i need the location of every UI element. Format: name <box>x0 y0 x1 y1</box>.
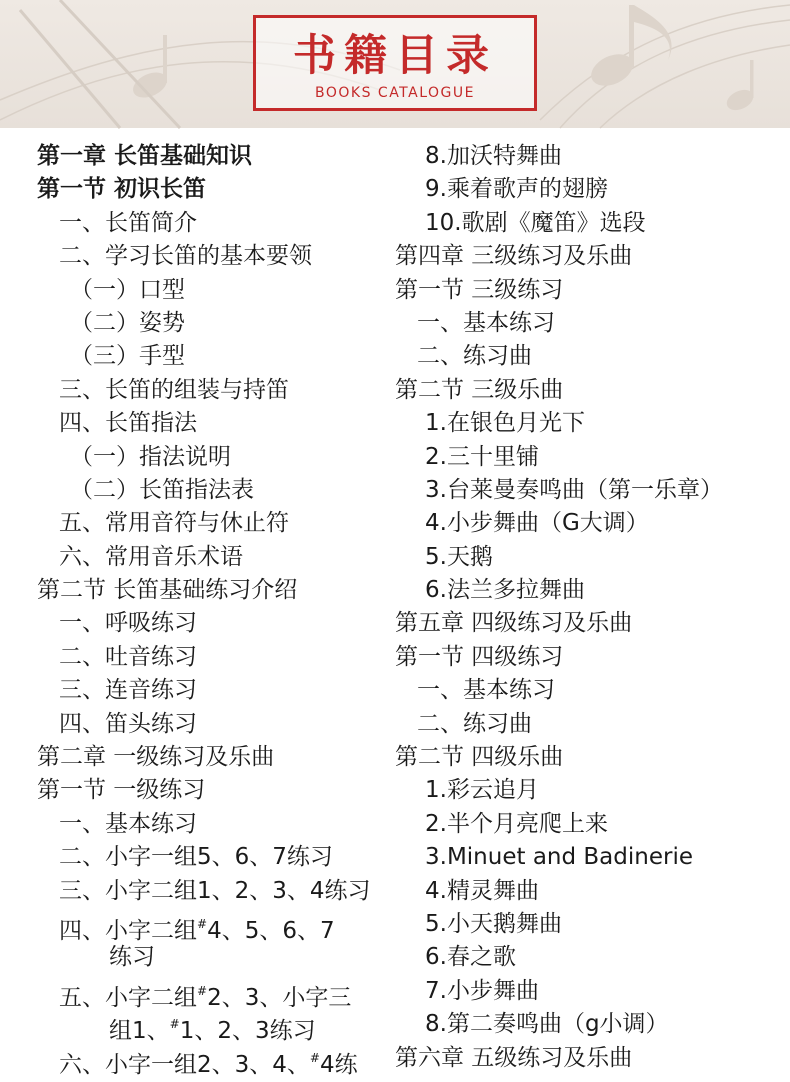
toc-entry[interactable] <box>395 374 785 407</box>
toc-entry[interactable] <box>37 474 397 507</box>
toc-entry-text: 四、长笛指法 <box>59 410 197 437</box>
toc-entry-text: 6.春之歌 <box>425 944 516 971</box>
toc-entry-text: 五、常用音符与休止符 <box>59 510 289 537</box>
toc-entry[interactable] <box>395 908 785 941</box>
toc-entry-text: 第二节 四级乐曲 <box>395 744 564 771</box>
toc-entry-text: 六、常用音乐术语 <box>59 543 243 570</box>
toc-entry[interactable] <box>395 875 785 908</box>
toc-entry[interactable] <box>37 240 397 273</box>
toc-entry-text: 8.第二奏鸣曲（g小调） <box>425 1011 669 1038</box>
toc-entry-text: 一、基本练习 <box>59 810 197 837</box>
toc-entry-text: 2.半个月亮爬上来 <box>425 810 608 837</box>
toc-entry-text: 三、长笛的组装与持笛 <box>59 376 289 403</box>
toc-entry[interactable] <box>395 474 785 507</box>
toc-entry-text: 1.彩云追月 <box>425 777 539 804</box>
toc-entry-text: 二、学习长笛的基本要领 <box>59 243 312 270</box>
toc-entry[interactable] <box>395 507 785 540</box>
toc-entry[interactable] <box>395 708 785 741</box>
toc-entry-text: 一、长笛简介 <box>59 209 197 236</box>
page-title: 书籍目录 <box>293 31 497 81</box>
toc-entry[interactable] <box>37 941 397 974</box>
toc-entry[interactable] <box>395 841 785 874</box>
toc-entry-text-continued: 4、5、6、7 <box>207 917 335 944</box>
toc-entry-text: 组1、 <box>109 1018 170 1045</box>
toc-entry-text-continued: 4练 <box>319 1051 358 1078</box>
toc-entry-text: 一、基本练习 <box>417 677 555 704</box>
toc-entry[interactable] <box>37 875 397 908</box>
toc-entry-text: 二、小字一组5、6、7练习 <box>59 844 333 871</box>
toc-entry-text: 9.乘着歌声的翅膀 <box>425 176 608 203</box>
toc-entry-text: （二）长笛指法表 <box>70 476 254 503</box>
toc-entry[interactable] <box>395 140 785 173</box>
toc-entry-text: 二、练习曲 <box>417 343 532 370</box>
toc-entry[interactable] <box>37 274 397 307</box>
toc-entry[interactable] <box>37 1008 397 1045</box>
toc-entry-text: 第四章 三级练习及乐曲 <box>395 243 633 270</box>
toc-entry[interactable] <box>395 1042 785 1075</box>
toc-entry[interactable] <box>37 607 397 640</box>
toc-entry[interactable] <box>395 274 785 307</box>
toc-entry[interactable] <box>395 207 785 240</box>
toc-entry[interactable] <box>37 441 397 474</box>
toc-entry[interactable] <box>37 741 397 774</box>
catalogue-header <box>0 0 790 128</box>
toc-entry[interactable] <box>395 774 785 807</box>
toc-entry-text: 第五章 四级练习及乐曲 <box>395 610 633 637</box>
toc-entry-text: 4.小步舞曲（G大调） <box>425 510 649 537</box>
toc-entry[interactable] <box>37 841 397 874</box>
toc-entry[interactable] <box>395 340 785 373</box>
toc-entry-text: 第一节 四级练习 <box>395 643 564 670</box>
toc-entry[interactable] <box>395 741 785 774</box>
toc-entry[interactable] <box>395 441 785 474</box>
toc-entry[interactable] <box>37 641 397 674</box>
toc-entry-text: 1.在银色月光下 <box>425 410 585 437</box>
toc-entry[interactable] <box>395 307 785 340</box>
toc-entry-text: 二、吐音练习 <box>59 643 197 670</box>
toc-entry-text-continued: 2、3、小字三 <box>207 984 352 1011</box>
toc-entry-text: 5.小天鹅舞曲 <box>425 910 562 937</box>
toc-entry-text: （一）指法说明 <box>70 443 231 470</box>
title-frame <box>253 15 537 111</box>
toc-entry[interactable] <box>37 808 397 841</box>
toc-entry[interactable] <box>37 173 397 206</box>
toc-entry[interactable] <box>395 173 785 206</box>
toc-entry-text: 四、小字二组 <box>59 917 197 944</box>
toc-entry-text: 第一节 初识长笛 <box>37 176 207 203</box>
toc-entry-text-continued: 1、2、3练习 <box>179 1018 316 1045</box>
toc-entry-text: 6.法兰多拉舞曲 <box>425 577 585 604</box>
sharp-sign: # <box>309 1050 320 1065</box>
toc-entry[interactable] <box>37 407 397 440</box>
toc-entry-text: （二）姿势 <box>70 309 185 336</box>
toc-entry-text: 第六章 五级练习及乐曲 <box>395 1044 633 1071</box>
toc-entry[interactable] <box>395 674 785 707</box>
toc-entry-text: 5.天鹅 <box>425 543 493 570</box>
toc-entry[interactable] <box>395 1008 785 1041</box>
page-subtitle: BOOKS CATALOGUE <box>315 85 475 101</box>
toc-entry-text: 三、连音练习 <box>59 677 197 704</box>
toc-entry-text: 第一节 一级练习 <box>37 777 206 804</box>
toc-entry-text: 7.小步舞曲 <box>425 977 539 1004</box>
toc-entry-text: （三）手型 <box>70 343 185 370</box>
toc-right-column <box>395 140 785 1075</box>
toc-entry-text: （一）口型 <box>70 276 185 303</box>
toc-entry[interactable] <box>37 708 397 741</box>
toc-entry[interactable] <box>37 1042 397 1078</box>
toc-entry[interactable] <box>395 641 785 674</box>
toc-entry-text: 10.歌剧《魔笛》选段 <box>425 209 646 236</box>
toc-entry[interactable] <box>37 340 397 373</box>
toc-entry[interactable] <box>37 507 397 540</box>
toc-entry[interactable] <box>395 541 785 574</box>
sharp-sign: # <box>197 916 208 931</box>
toc-entry[interactable] <box>37 574 397 607</box>
toc-entry[interactable] <box>37 374 397 407</box>
toc-entry-text: 六、小字一组2、3、4、 <box>59 1051 310 1078</box>
toc-entry-text: 四、笛头练习 <box>59 710 197 737</box>
toc-entry-text: 2.三十里铺 <box>425 443 539 470</box>
sharp-sign: # <box>197 983 208 998</box>
toc-entry-text: 3.Minuet and Badinerie <box>425 844 693 871</box>
toc-entry-text: 三、小字二组1、2、3、4练习 <box>59 877 371 904</box>
toc-entry[interactable] <box>395 574 785 607</box>
toc-entry-text: 一、基本练习 <box>417 309 555 336</box>
sharp-sign: # <box>169 1017 180 1032</box>
toc-entry[interactable] <box>395 607 785 640</box>
toc-entry[interactable] <box>37 674 397 707</box>
toc-entry[interactable] <box>37 975 397 1011</box>
toc-entry-text: 第一章 长笛基础知识 <box>37 143 253 169</box>
toc-entry-text: 第二节 三级乐曲 <box>395 376 564 403</box>
toc-entry[interactable] <box>37 307 397 340</box>
toc-entry-text: 第一节 三级练习 <box>395 276 564 303</box>
toc-entry[interactable] <box>37 541 397 574</box>
toc-entry-text: 3.台莱曼奏鸣曲（第一乐章） <box>425 476 723 503</box>
toc-left-column <box>37 140 397 1078</box>
toc-entry[interactable] <box>395 240 785 273</box>
toc-entry-text: 4.精灵舞曲 <box>425 877 539 904</box>
toc-entry[interactable] <box>395 407 785 440</box>
toc-entry-text: 一、呼吸练习 <box>59 610 197 637</box>
toc-entry-text: 五、小字二组 <box>59 984 197 1011</box>
toc-entry[interactable] <box>37 908 397 944</box>
toc-entry-text: 第二章 一级练习及乐曲 <box>37 744 275 771</box>
toc-entry[interactable] <box>395 975 785 1008</box>
toc-entry[interactable] <box>395 808 785 841</box>
toc-entry-text: 练习 <box>109 944 155 971</box>
toc-entry[interactable] <box>37 140 397 173</box>
toc-entry-text: 第二节 长笛基础练习介绍 <box>37 577 298 604</box>
toc-entry[interactable] <box>37 774 397 807</box>
toc-entry-text: 8.加沃特舞曲 <box>425 143 562 169</box>
toc-entry[interactable] <box>395 941 785 974</box>
toc-entry-text: 二、练习曲 <box>417 710 532 737</box>
toc-entry[interactable] <box>37 207 397 240</box>
